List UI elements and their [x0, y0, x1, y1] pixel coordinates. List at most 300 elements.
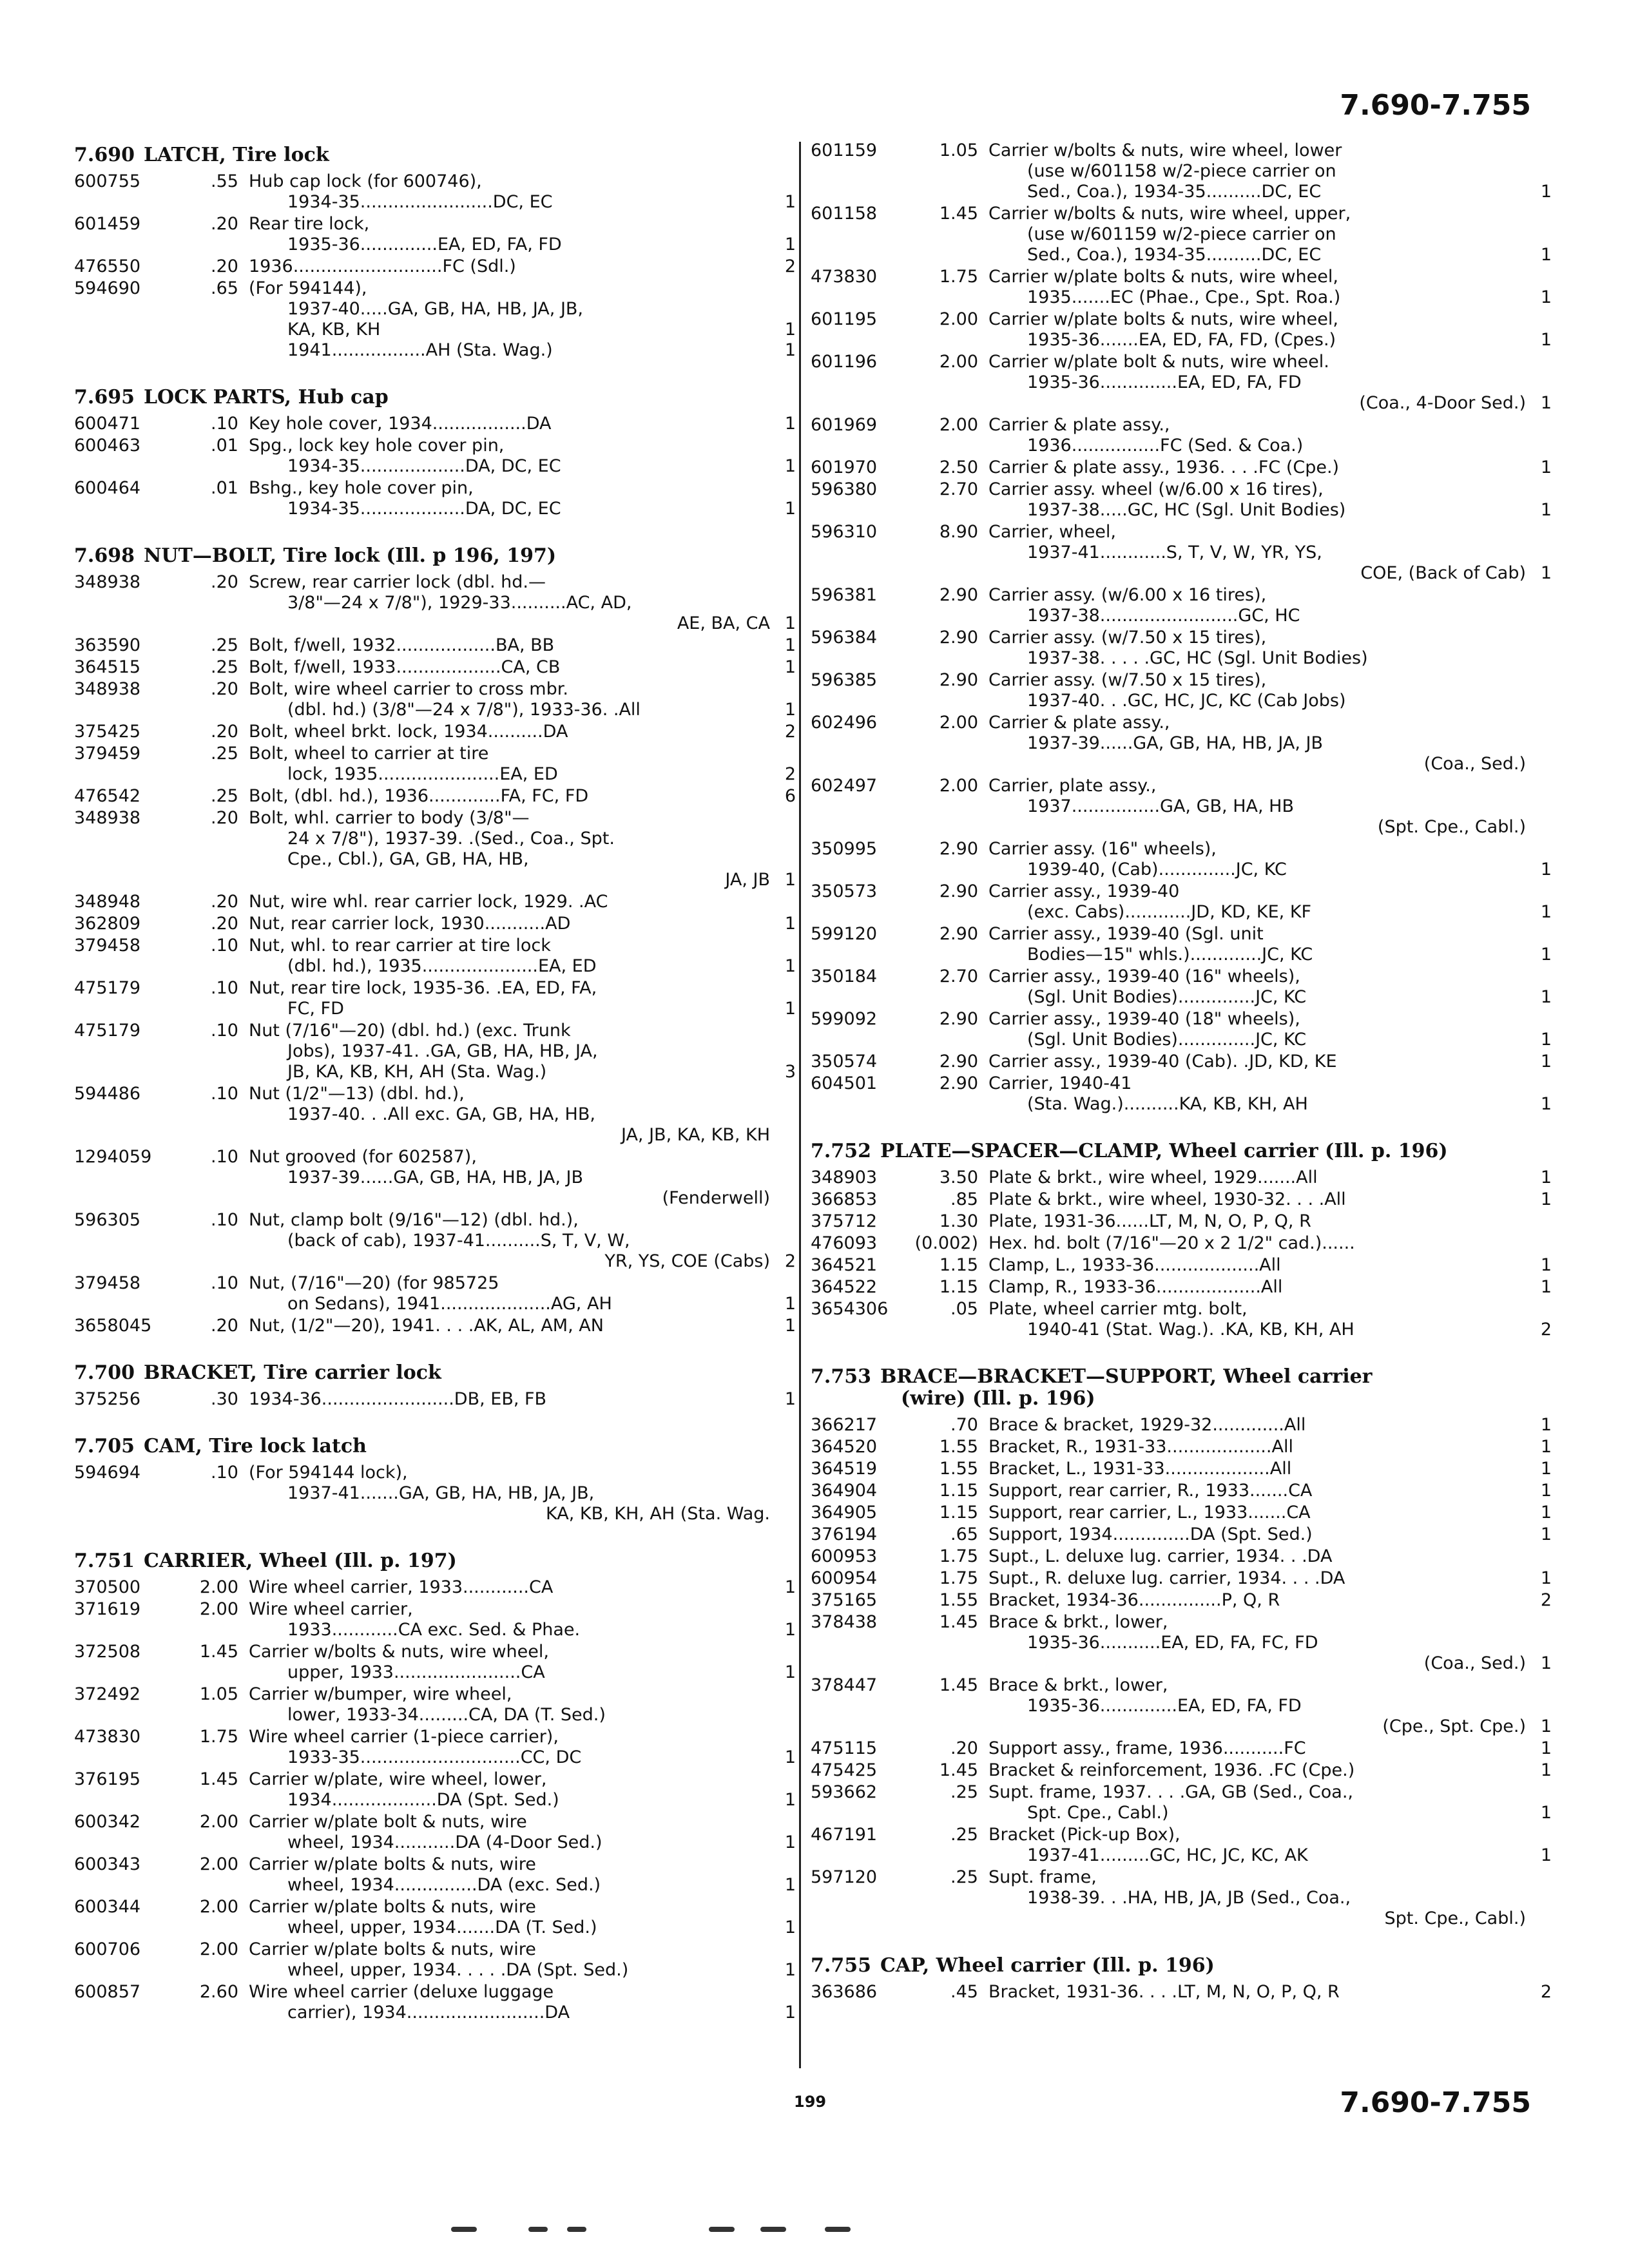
- section-number: 7.753: [811, 1365, 871, 1388]
- section-number: 7.751: [74, 1550, 135, 1572]
- part-entry: [74, 1684, 796, 1725]
- scan-mark: [709, 2227, 735, 2232]
- part-price: 2.00: [939, 713, 978, 733]
- part-description: [249, 1642, 770, 1683]
- quantity: 1: [1540, 987, 1552, 1007]
- part-entry: [811, 1233, 1552, 1254]
- part-description: [988, 1459, 1526, 1479]
- description-line: Carrier w/plate bolts & nuts, wire wheel,: [988, 267, 1338, 287]
- quantity: 1: [784, 1294, 796, 1314]
- part-description: [249, 808, 770, 890]
- left-column: [74, 144, 796, 2049]
- quantity: 6: [784, 786, 796, 806]
- part-entry: [811, 1982, 1552, 2003]
- part-price: .10: [211, 936, 238, 956]
- quantity: 1: [784, 1917, 796, 1937]
- part-entry: [811, 1568, 1552, 1589]
- part-entry: [811, 1760, 1552, 1781]
- description-line: Nut, rear tire lock, 1935-36. .EA, ED, FA,: [249, 978, 597, 998]
- part-entry: [74, 679, 796, 720]
- description-line: (use w/601159 w/2-piece carrier on: [1027, 224, 1336, 244]
- quantity: 1: [1540, 287, 1552, 307]
- description-line: (Spt. Cpe., Cabl.): [1377, 817, 1526, 837]
- section-title: LOCK PARTS, Hub cap: [143, 386, 389, 408]
- section-heading: [74, 144, 796, 166]
- description-line: Supt. frame,: [988, 1867, 1097, 1887]
- part-price: .20: [211, 1316, 238, 1336]
- part-price: 2.90: [939, 839, 978, 859]
- description-line: 1935-36..............EA, ED, FA, FD: [287, 235, 562, 255]
- section-heading: [811, 1140, 1552, 1162]
- part-number: 601158: [811, 204, 878, 224]
- part-description: [249, 1084, 770, 1146]
- part-number: 375425: [74, 722, 141, 742]
- part-description: [988, 1568, 1526, 1589]
- part-entry: [811, 522, 1552, 584]
- part-number: 350573: [811, 881, 878, 901]
- part-description: [988, 1299, 1526, 1340]
- part-description: [249, 1147, 770, 1209]
- part-entry: [811, 457, 1552, 478]
- description-line: 1937-38.........................GC, HC: [1027, 606, 1300, 626]
- part-entry: [811, 1738, 1552, 1759]
- part-number: 473830: [74, 1727, 141, 1747]
- part-entry: [74, 1210, 796, 1272]
- part-price: 2.00: [199, 1897, 238, 1917]
- scan-mark: [760, 2227, 786, 2232]
- description-line: Supt. frame, 1937. . . .GA, GB (Sed., Coa.,: [988, 1782, 1353, 1802]
- part-price: .10: [211, 1210, 238, 1230]
- part-price: 1.45: [939, 1612, 978, 1632]
- quantity: 1: [1540, 563, 1552, 583]
- part-entry: [811, 1415, 1552, 1436]
- part-number: 600342: [74, 1812, 141, 1832]
- quantity: 1: [1540, 182, 1552, 202]
- description-line: Support, rear carrier, R., 1933.......CA: [988, 1481, 1313, 1501]
- description-line: Carrier assy. (w/7.50 x 15 tires),: [988, 670, 1267, 690]
- description-line: JA, JB: [725, 870, 770, 890]
- catalog-section: [811, 140, 1552, 1115]
- description-line: 1935-36.......EA, ED, FA, FD, (Cpes.): [1027, 330, 1336, 350]
- description-line: Carrier w/plate bolt & nuts, wire: [249, 1812, 527, 1832]
- description-line: wheel, upper, 1934. . . . .DA (Spt. Sed.): [287, 1960, 629, 1980]
- part-entry: [811, 1255, 1552, 1276]
- catalog-section: [74, 1550, 796, 2023]
- description-line: 1937-38.....GC, HC (Sgl. Unit Bodies): [1027, 500, 1346, 520]
- part-number: 597120: [811, 1867, 878, 1887]
- quantity: 2: [784, 764, 796, 784]
- part-number: 372492: [74, 1684, 141, 1704]
- part-price: .01: [211, 478, 238, 498]
- description-line: Spg., lock key hole cover pin,: [249, 436, 505, 456]
- part-description: [249, 1854, 770, 1896]
- part-description: [988, 670, 1526, 711]
- description-line: Carrier w/plate bolts & nuts, wire: [249, 1897, 536, 1917]
- description-line: (Sgl. Unit Bodies)..............JC, KC: [1027, 987, 1307, 1007]
- part-entry: [74, 436, 796, 477]
- description-line: Bracket, 1934-36...............P, Q, R: [988, 1590, 1280, 1610]
- section-title: CARRIER, Wheel (Ill. p. 197): [143, 1550, 457, 1572]
- part-price: .25: [211, 744, 238, 764]
- part-description: [249, 1599, 770, 1640]
- part-number: 601970: [811, 457, 878, 477]
- quantity: 1: [1540, 1653, 1552, 1673]
- part-entry: [811, 352, 1552, 414]
- description-line: Jobs), 1937-41. .GA, GB, HA, HB, JA,: [287, 1041, 598, 1061]
- part-number: 376195: [74, 1769, 141, 1789]
- part-entry: [811, 1675, 1552, 1737]
- quantity: 1: [1540, 1716, 1552, 1736]
- part-price: .20: [211, 256, 238, 276]
- description-line: 1935-36..............EA, ED, FA, FD: [1027, 372, 1302, 392]
- description-line: 1934-36........................DB, EB, FB: [249, 1389, 547, 1409]
- description-line: Carrier w/plate, wire wheel, lower,: [249, 1769, 547, 1789]
- part-description: [988, 1782, 1526, 1823]
- quantity: 1: [1540, 1052, 1552, 1072]
- part-entry: [811, 585, 1552, 626]
- part-entry: [811, 415, 1552, 456]
- part-number: 596381: [811, 585, 878, 605]
- part-entry: [74, 1316, 796, 1336]
- part-description: [249, 572, 770, 634]
- quantity: 1: [784, 1790, 796, 1810]
- description-line: Carrier assy. (w/6.00 x 16 tires),: [988, 585, 1267, 605]
- part-entry: [74, 1577, 796, 1598]
- part-description: [988, 1233, 1526, 1254]
- quantity: 2: [784, 722, 796, 742]
- part-entry: [74, 978, 796, 1019]
- part-number: 599120: [811, 924, 878, 944]
- part-price: 2.00: [199, 1812, 238, 1832]
- description-line: (Sta. Wag.)..........KA, KB, KH, AH: [1027, 1094, 1308, 1114]
- description-line: Carrier assy., 1939-40 (18" wheels),: [988, 1009, 1300, 1029]
- part-price: 1.55: [939, 1590, 978, 1610]
- part-price: 2.90: [939, 585, 978, 605]
- part-price: .30: [211, 1389, 238, 1409]
- part-description: [249, 936, 770, 977]
- part-description: [249, 256, 770, 277]
- part-number: 475179: [74, 1021, 141, 1041]
- part-entry: [811, 204, 1552, 265]
- description-line: Bolt, wire wheel carrier to cross mbr.: [249, 679, 568, 699]
- part-number: 600464: [74, 478, 141, 498]
- part-price: (0.002): [914, 1233, 978, 1253]
- part-description: [249, 914, 770, 934]
- section-number: 7.690: [74, 144, 135, 166]
- quantity: 1: [1540, 1094, 1552, 1114]
- description-line: (back of cab), 1937-41..........S, T, V, W,: [287, 1231, 630, 1251]
- part-entry: [74, 478, 796, 519]
- part-price: .25: [950, 1867, 978, 1887]
- description-line: Bolt, wheel brkt. lock, 1934..........DA: [249, 722, 568, 742]
- part-entry: [811, 881, 1552, 923]
- description-line: (Sgl. Unit Bodies)..............JC, KC: [1027, 1030, 1307, 1050]
- description-line: (For 594144 lock),: [249, 1463, 408, 1483]
- part-price: 2.90: [939, 881, 978, 901]
- part-number: 363686: [811, 1982, 878, 2002]
- part-entry: [811, 1481, 1552, 1501]
- section-title: PLATE—SPACER—CLAMP, Wheel carrier (Ill. p. 196): [880, 1140, 1448, 1162]
- part-number: 348938: [74, 679, 141, 699]
- description-line: 1937-39......GA, GB, HA, HB, JA, JB: [287, 1168, 584, 1187]
- part-price: 1.45: [939, 1760, 978, 1780]
- part-description: [249, 1316, 770, 1336]
- part-price: 2.50: [939, 457, 978, 477]
- part-entry: [811, 1168, 1552, 1188]
- description-line: 1937-41.........GC, HC, JC, KC, AK: [1027, 1845, 1308, 1865]
- part-number: 375712: [811, 1211, 878, 1231]
- part-entry: [811, 1546, 1552, 1567]
- part-number: 348938: [74, 572, 141, 592]
- description-line: Carrier, 1940-41: [988, 1073, 1132, 1093]
- page-number: 199: [794, 2093, 827, 2111]
- part-description: [988, 1612, 1526, 1674]
- part-description: [988, 1825, 1526, 1866]
- description-line: 1934-35...................DA, DC, EC: [287, 499, 561, 519]
- description-line: wheel, 1934...............DA (exc. Sed.): [287, 1875, 601, 1895]
- description-line: Bodies—15" whls.).............JC, KC: [1027, 945, 1313, 965]
- description-line: carrier), 1934.........................DA: [287, 2003, 570, 2023]
- part-description: [988, 1168, 1526, 1188]
- catalog-section: [74, 545, 796, 1336]
- description-line: Carrier & plate assy.,: [988, 713, 1170, 733]
- part-price: 2.90: [939, 1009, 978, 1029]
- part-price: 1.15: [939, 1481, 978, 1501]
- section-heading: [74, 1362, 796, 1384]
- quantity: 1: [1540, 1760, 1552, 1780]
- part-entry: [811, 1503, 1552, 1523]
- part-entry: [811, 1299, 1552, 1340]
- part-entry: [74, 256, 796, 277]
- part-price: 1.45: [199, 1642, 238, 1662]
- quantity: 1 1: [784, 320, 796, 360]
- part-price: 1.45: [939, 204, 978, 224]
- column-divider: [799, 142, 801, 2068]
- part-number: 378438: [811, 1612, 878, 1632]
- part-description: [249, 978, 770, 1019]
- part-price: .65: [211, 278, 238, 298]
- quantity: 2: [1540, 1982, 1552, 2002]
- quantity: 1: [1540, 1481, 1552, 1501]
- description-line: Nut, whl. to rear carrier at tire lock: [249, 936, 551, 956]
- quantity: 2: [784, 1251, 796, 1271]
- part-number: 371619: [74, 1599, 141, 1619]
- part-number: 600706: [74, 1939, 141, 1959]
- part-description: [988, 1255, 1526, 1276]
- description-line: Spt. Cpe., Cabl.): [1027, 1803, 1169, 1823]
- part-entry: [74, 892, 796, 912]
- description-line: 1935.......EC (Phae., Cpe., Spt. Roa.): [1027, 287, 1341, 307]
- description-line: Wire wheel carrier (deluxe luggage: [249, 1982, 554, 2002]
- part-number: 476093: [811, 1233, 878, 1253]
- part-entry: [74, 635, 796, 656]
- part-number: 364519: [811, 1459, 878, 1479]
- part-entry: [811, 1277, 1552, 1298]
- part-price: .10: [211, 1147, 238, 1167]
- description-line: COE, (Back of Cab): [1360, 563, 1526, 583]
- part-number: 601196: [811, 352, 878, 372]
- part-number: 600953: [811, 1546, 878, 1566]
- part-description: [249, 722, 770, 742]
- part-number: 364521: [811, 1255, 878, 1275]
- description-line: 1935-36...........EA, ED, FA, FC, FD: [1027, 1633, 1318, 1653]
- part-entry: [74, 1273, 796, 1314]
- part-price: .10: [211, 1084, 238, 1104]
- part-description: [988, 1189, 1526, 1210]
- description-line: 1933............CA exc. Sed. & Phae.: [287, 1620, 581, 1640]
- quantity: 1: [784, 1832, 796, 1852]
- part-description: [249, 1939, 770, 1981]
- part-entry: [74, 1812, 796, 1853]
- description-line: 1937-41............S, T, V, W, YR, YS,: [1027, 543, 1322, 562]
- part-number: 378447: [811, 1675, 878, 1695]
- part-number: 3654306: [811, 1299, 889, 1319]
- description-line: Support, 1934..............DA (Spt. Sed.): [988, 1524, 1313, 1544]
- quantity: 1: [1540, 330, 1552, 350]
- description-line: lock, 1935......................EA, ED: [287, 764, 558, 784]
- description-line: Spt. Cpe., Cabl.): [1384, 1908, 1526, 1928]
- part-price: .10: [211, 1273, 238, 1293]
- part-price: 2.70: [939, 966, 978, 986]
- part-description: [988, 140, 1526, 202]
- part-price: .20: [211, 572, 238, 592]
- part-description: [988, 1867, 1526, 1929]
- description-line: Bolt, f/well, 1933...................CA, CB: [249, 657, 561, 677]
- part-number: 593662: [811, 1782, 878, 1802]
- part-entry: [811, 839, 1552, 880]
- quantity: 1: [1540, 1168, 1552, 1187]
- part-price: 2.90: [939, 1052, 978, 1072]
- description-line: 1939-40, (Cab)..............JC, KC: [1027, 860, 1287, 879]
- quantity: 1: [1540, 1189, 1552, 1209]
- part-number: 596384: [811, 628, 878, 648]
- part-description: [988, 457, 1526, 478]
- description-line: Carrier assy., 1939-40 (Cab). .JD, KD, KE: [988, 1052, 1337, 1072]
- part-price: 2.90: [939, 628, 978, 648]
- section-number: 7.705: [74, 1435, 135, 1457]
- part-entry: [74, 1463, 796, 1524]
- part-entry: [74, 1021, 796, 1082]
- description-line: Brace & brkt., lower,: [988, 1675, 1168, 1695]
- description-line: 1937-38. . . . .GC, HC (Sgl. Unit Bodies): [1027, 648, 1368, 668]
- quantity: 1: [784, 456, 796, 476]
- part-description: [988, 924, 1526, 965]
- description-line: Clamp, L., 1933-36...................All: [988, 1255, 1281, 1275]
- quantity: 1: [784, 914, 796, 934]
- part-price: .65: [950, 1524, 978, 1544]
- part-entry: [811, 479, 1552, 521]
- part-entry: [811, 1211, 1552, 1232]
- section-title: CAM, Tire lock latch: [143, 1435, 367, 1457]
- catalog-section: [74, 1362, 796, 1410]
- description-line: Rear tire lock,: [249, 214, 370, 234]
- part-entry: [74, 1147, 796, 1209]
- part-number: 364515: [74, 657, 141, 677]
- part-price: 1.15: [939, 1503, 978, 1523]
- description-line: Bshg., key hole cover pin,: [249, 478, 474, 498]
- part-description: [988, 881, 1526, 923]
- description-line: Carrier w/bolts & nuts, wire wheel, upper,: [988, 204, 1351, 224]
- part-price: 8.90: [939, 522, 978, 542]
- part-price: .10: [211, 414, 238, 434]
- description-line: (dbl. hd.), 1935.....................EA, ED: [287, 956, 597, 976]
- part-entry: [811, 1867, 1552, 1929]
- description-line: 1933-35.............................CC, DC: [287, 1747, 582, 1767]
- part-description: [988, 966, 1526, 1008]
- description-line: Nut (7/16"—20) (dbl. hd.) (exc. Trunk: [249, 1021, 571, 1041]
- description-line: 3/8"—24 x 7/8"), 1929-33..........AC, AD,: [287, 593, 632, 613]
- part-description: [988, 1211, 1526, 1232]
- part-description: [988, 309, 1526, 351]
- part-entry: [74, 1727, 796, 1768]
- part-price: 2.00: [939, 415, 978, 435]
- section-heading: [74, 1436, 796, 1457]
- part-number: 348938: [74, 808, 141, 828]
- description-line: Carrier w/plate bolt & nuts, wire wheel.: [988, 352, 1329, 372]
- part-number: 364522: [811, 1277, 878, 1297]
- part-number: 364520: [811, 1437, 878, 1457]
- part-number: 379458: [74, 936, 141, 956]
- part-entry: [74, 657, 796, 678]
- part-entry: [74, 1939, 796, 1981]
- part-price: 1.75: [939, 267, 978, 287]
- part-number: 602497: [811, 776, 878, 796]
- part-entry: [811, 966, 1552, 1008]
- part-entry: [74, 1897, 796, 1938]
- part-entry: [811, 1459, 1552, 1479]
- part-price: .25: [211, 657, 238, 677]
- part-entry: [74, 1389, 796, 1410]
- part-number: 601159: [811, 140, 878, 160]
- description-line: 1937-40. . .GC, HC, JC, KC (Cab Jobs): [1027, 691, 1346, 711]
- quantity: 1: [1540, 245, 1552, 265]
- part-price: 2.00: [939, 352, 978, 372]
- description-line: Bracket, R., 1931-33...................All: [988, 1437, 1293, 1457]
- description-line: Plate, 1931-36......LT, M, N, O, P, Q, R: [988, 1211, 1311, 1231]
- part-number: 1294059: [74, 1147, 152, 1167]
- section-number: 7.695: [74, 386, 135, 408]
- description-line: FC, FD: [287, 999, 344, 1019]
- description-line: Nut, clamp bolt (9/16"—12) (dbl. hd.),: [249, 1210, 579, 1230]
- part-price: .01: [211, 436, 238, 456]
- part-entry: [811, 140, 1552, 202]
- part-number: 473830: [811, 267, 878, 287]
- part-description: [988, 352, 1526, 414]
- part-price: .25: [950, 1782, 978, 1802]
- part-number: 596310: [811, 522, 878, 542]
- part-price: 2.00: [199, 1577, 238, 1597]
- part-entry: [811, 1073, 1552, 1115]
- part-price: .10: [211, 978, 238, 998]
- part-entry: [811, 1052, 1552, 1072]
- part-entry: [74, 214, 796, 255]
- part-price: .20: [211, 679, 238, 699]
- catalog-section: [74, 387, 796, 519]
- part-description: [988, 1546, 1526, 1567]
- description-line: 1934-35...................DA, DC, EC: [287, 456, 561, 476]
- quantity: 1: [1540, 1030, 1552, 1050]
- description-line: 1938-39. . .HA, HB, JA, JB (Sed., Coa.,: [1027, 1888, 1351, 1908]
- part-number: 363590: [74, 635, 141, 655]
- description-line: Carrier w/plate bolts & nuts, wire: [249, 1939, 536, 1959]
- quantity: 1: [784, 2003, 796, 2023]
- catalog-section: [811, 1140, 1552, 1340]
- part-price: .20: [950, 1738, 978, 1758]
- part-number: 596305: [74, 1210, 141, 1230]
- part-number: 600471: [74, 414, 141, 434]
- part-entry: [811, 713, 1552, 774]
- scan-mark: [825, 2227, 851, 2232]
